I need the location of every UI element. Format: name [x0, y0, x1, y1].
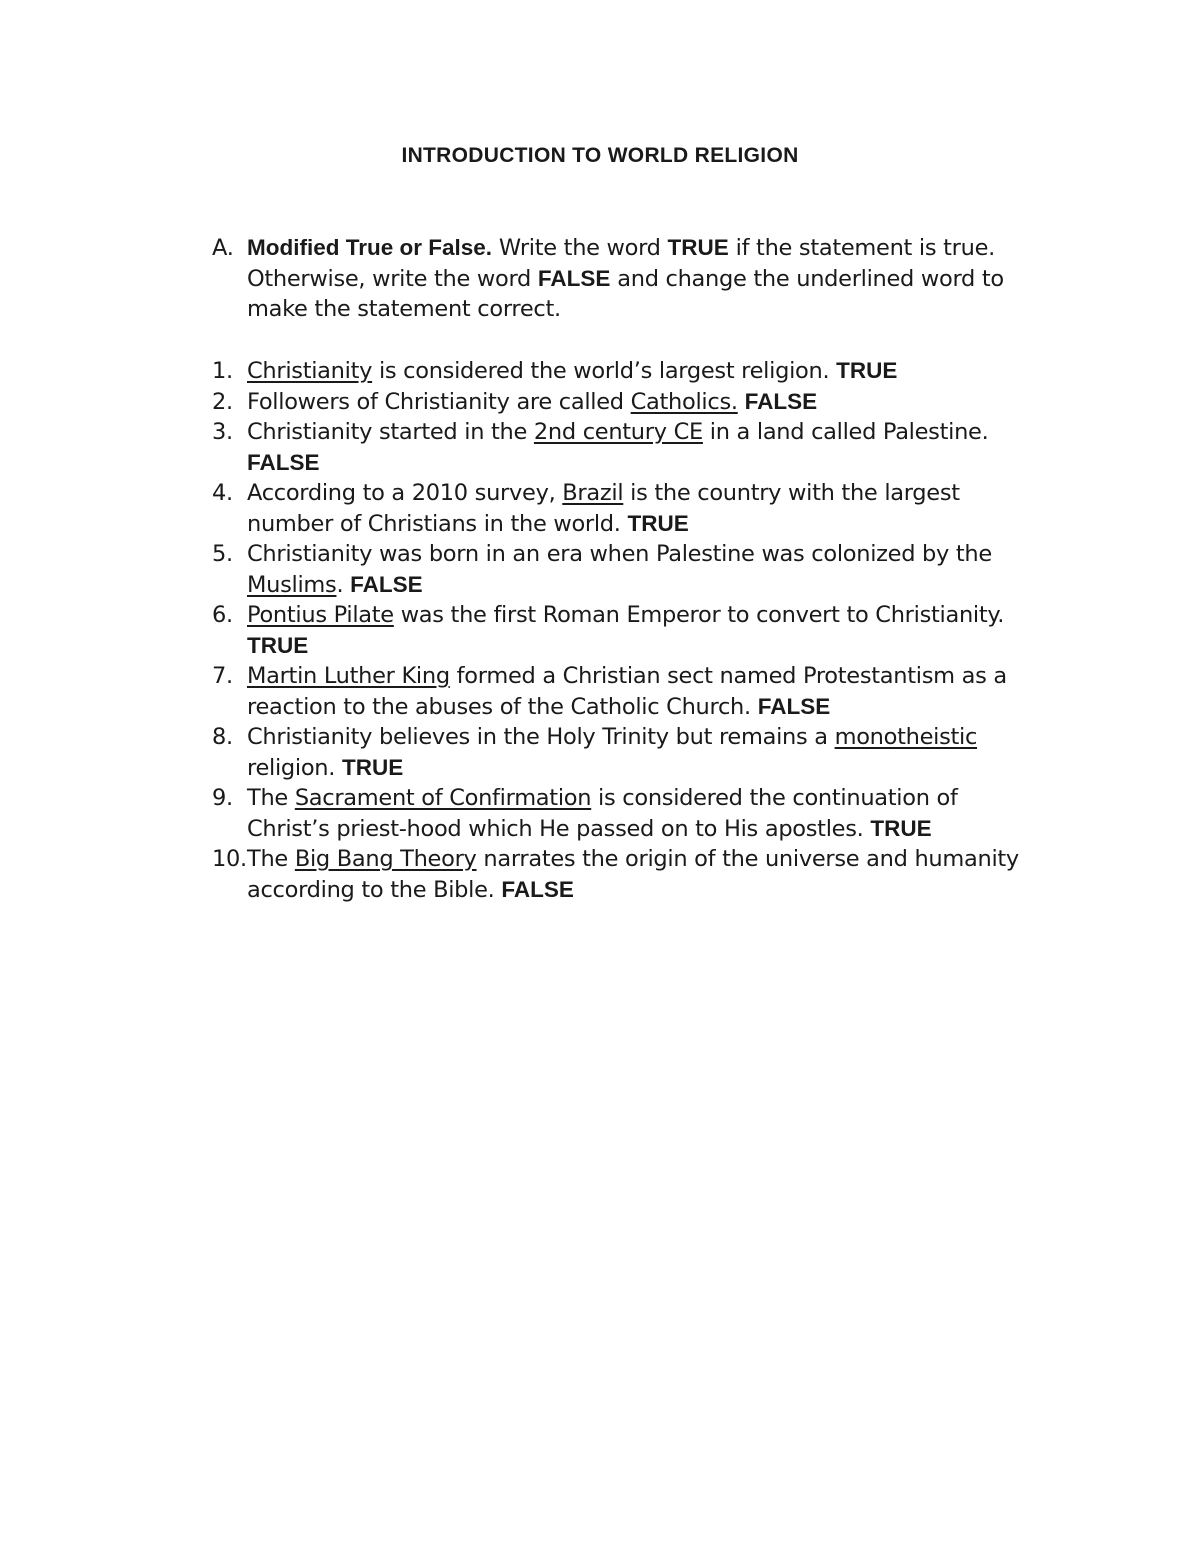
item-number: 6. — [212, 602, 233, 628]
instructions-part-1: Write the word — [492, 235, 668, 261]
item-post-text: is considered the world’s largest religion. — [372, 358, 837, 384]
underlined-term: Martin Luther King — [247, 663, 450, 689]
list-item — [212, 387, 1042, 418]
list-item — [212, 844, 1042, 905]
true-keyword: TRUE — [667, 235, 729, 260]
section-heading: Modified True or False — [247, 235, 486, 260]
answer: FALSE — [744, 388, 818, 414]
answer: FALSE — [501, 876, 574, 902]
item-number: 4. — [212, 480, 233, 506]
answer: TRUE — [836, 358, 898, 383]
item-number: 10. — [212, 846, 247, 872]
item-pre-text: Christianity started in the — [247, 419, 534, 445]
item-pre-text: Followers of Christianity are called — [247, 388, 631, 415]
answer: FALSE — [350, 571, 423, 597]
underlined-term: Brazil — [562, 480, 624, 506]
item-text — [247, 844, 1042, 905]
instructions-section — [212, 233, 1042, 325]
item-text — [247, 783, 1042, 844]
item-number: 8. — [212, 724, 233, 750]
item-post-text: religion. — [247, 754, 342, 781]
item-text — [247, 539, 1042, 600]
instructions-part-3: and change the underlined word to make the statement correct. — [247, 265, 1004, 322]
item-number: 1. — [212, 358, 233, 384]
underlined-term: 2nd century CE — [533, 419, 703, 445]
item-post-text: is the country with the largest number of Christians in the world. — [247, 480, 960, 537]
list-item — [212, 661, 1042, 722]
underlined-term: Catholics. — [630, 388, 738, 415]
false-keyword: FALSE — [537, 265, 611, 291]
answer: TRUE — [627, 510, 689, 536]
instructions-part-2: if the statement is true. Otherwise, write the word — [247, 235, 995, 292]
underlined-term: Muslims — [247, 571, 337, 598]
list-item — [212, 478, 1042, 539]
answer: FALSE — [757, 693, 831, 719]
underlined-term: monotheistic — [834, 724, 978, 750]
item-post-text: . — [336, 571, 351, 598]
item-number: 9. — [212, 785, 233, 811]
item-pre-text: The — [247, 785, 295, 811]
item-text — [247, 722, 1042, 783]
item-post-text: in a land called Palestine. — [702, 419, 989, 445]
item-pre-text: According to a 2010 survey, — [247, 480, 563, 506]
item-text — [247, 661, 1042, 722]
section-heading-period: . — [485, 235, 493, 260]
answer: TRUE — [870, 815, 932, 841]
question-list — [212, 356, 1042, 905]
underlined-term: Big Bang Theory — [294, 846, 477, 872]
answer: TRUE — [341, 754, 404, 780]
list-item — [212, 783, 1042, 844]
item-pre-text: The — [247, 846, 295, 872]
item-pre-text: Christianity was born in an era when Palestine was colonized by the — [247, 541, 992, 567]
item-number: 7. — [212, 663, 233, 689]
item-text — [247, 478, 1042, 539]
list-item — [212, 417, 1042, 478]
item-text — [247, 356, 1042, 387]
list-item — [212, 600, 1042, 661]
item-post-text: narrates the origin of the universe and humanity according to the Bible. — [247, 846, 1019, 903]
underlined-term: Pontius Pilate — [247, 602, 394, 628]
answer: TRUE — [247, 632, 309, 658]
section-marker: A. — [212, 235, 234, 261]
answer: FALSE — [247, 449, 320, 475]
list-item — [212, 539, 1042, 600]
instructions-text — [247, 233, 1042, 325]
underlined-term: Sacrament of Confirmation — [294, 785, 592, 811]
item-post-text: was the first Roman Emperor to convert to Christianity. — [393, 602, 1005, 628]
item-text — [247, 387, 1042, 418]
item-post-text — [738, 389, 745, 415]
item-text — [247, 600, 1042, 661]
underlined-term: Christianity — [247, 358, 373, 384]
item-post-text: is considered the continuation of Christ’s priest-hood which He passed on to His apostles. — [247, 785, 958, 842]
item-text — [247, 417, 1042, 478]
list-item — [212, 722, 1042, 783]
item-number: 5. — [212, 541, 233, 567]
item-number: 3. — [212, 419, 233, 445]
item-number: 2. — [212, 388, 233, 415]
list-item — [212, 356, 1042, 387]
item-post-text: formed a Christian sect named Protestantism as a reaction to the abuses of the Catholic Church. — [247, 663, 1007, 720]
item-pre-text: Christianity believes in the Holy Trinity but remains a — [247, 724, 835, 750]
page-title: INTRODUCTION TO WORLD RELIGION — [401, 144, 799, 167]
